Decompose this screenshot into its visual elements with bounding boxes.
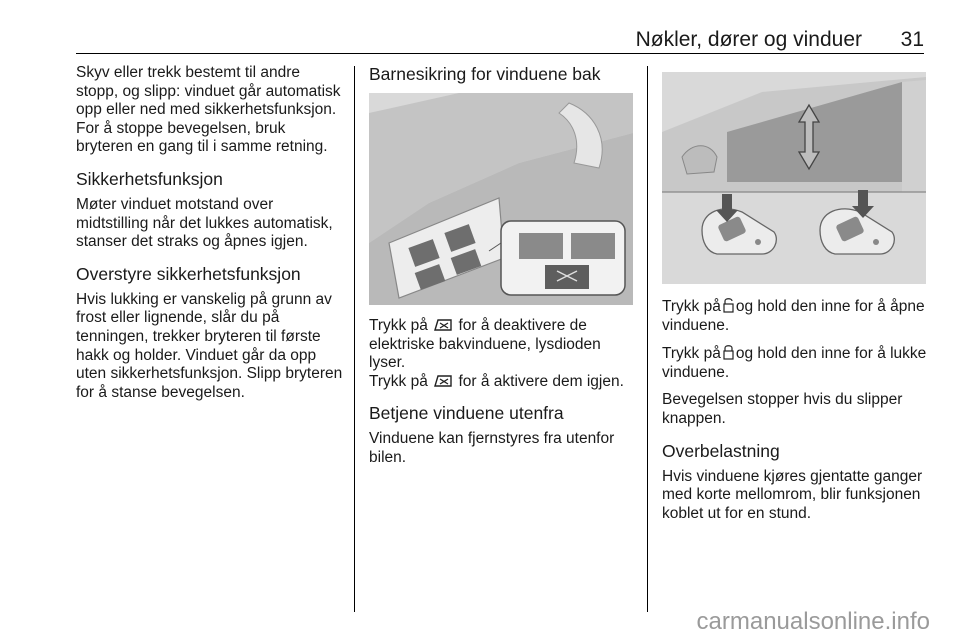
key-unlock-icon (723, 297, 734, 313)
window-child-lock-icon (434, 318, 452, 332)
heading-operate-outside: Betjene vinduene utenfra (369, 403, 564, 424)
text-close: og hold den inne for å lukke vinduene. (662, 345, 927, 381)
column-2 (369, 64, 633, 477)
window-child-lock-icon (434, 374, 452, 388)
remote-key-window-illustration (662, 72, 926, 284)
column-divider-1 (354, 66, 355, 612)
header-title: Nøkler, dører og vinduer (635, 28, 862, 51)
watermark: carmanualsonline.info (696, 608, 930, 635)
header-rule (76, 53, 924, 54)
heading-overload: Overbelastning (662, 440, 780, 461)
paragraph-deactivate-rear-windows (369, 317, 633, 391)
column-3 (662, 64, 928, 532)
page-number: 31 (900, 28, 924, 51)
paragraph-remote-control: Vinduene kan fjernstyres fra utenfor bilen. (369, 430, 615, 466)
paragraph-auto-window: Skyv eller trekk bestemt til andre stopp, og slipp: vinduet går automatisk opp eller ned med sikkerhetsfunksjon. For å stoppe bevegelsen, bruk bryteren en gang til i samme retning. (76, 64, 341, 156)
key-lock-icon (723, 344, 734, 360)
column-divider-2 (647, 66, 648, 612)
text-open: og hold den inne for å åpne vinduene. (662, 298, 925, 334)
text-reactivate: for å aktivere dem igjen. (458, 372, 624, 390)
text-press-on-lock: Trykk på (662, 345, 721, 363)
heading-override-safety: Overstyre sikkerhetsfunksjon (76, 263, 301, 284)
column-1 (76, 64, 344, 411)
heading-child-lock: Barnesikring for vinduene bak (369, 64, 601, 84)
paragraph-close-windows (662, 344, 928, 382)
paragraph-safety-function: Møter vinduet motstand over midtstilling når det lukkes automatisk, stanser det straks og åpnes igjen. (76, 195, 333, 251)
text-deactivate: for å deaktivere de elektriske bakvinduene, lysdioden lyser. (369, 317, 601, 372)
paragraph-overload: Hvis vinduene kjøres gjentatte ganger med korte mellomrom, blir funksjonen koblet ut for en stund. (662, 467, 923, 522)
text-press-on: Trykk på (369, 317, 428, 334)
text-press-on-unlock: Trykk på (662, 298, 721, 315)
paragraph-open-windows (662, 297, 928, 335)
paragraph-override-safety: Hvis lukking er vanskelig på grunn av frost eller lignende, slår du på tenningen, trekker bryteren til første hakk og holder. Vinduet går da opp uten sikkerhetsfunksjon. Slipp bryteren for å stanse bevegelsen. (76, 290, 343, 401)
text-press-on-2: Trykk på (369, 372, 428, 390)
heading-safety-function: Sikkerhetsfunksjon (76, 168, 223, 189)
window-switch-illustration (369, 93, 633, 305)
paragraph-stop-movement: Bevegelsen stopper hvis du slipper knappen. (662, 391, 903, 427)
